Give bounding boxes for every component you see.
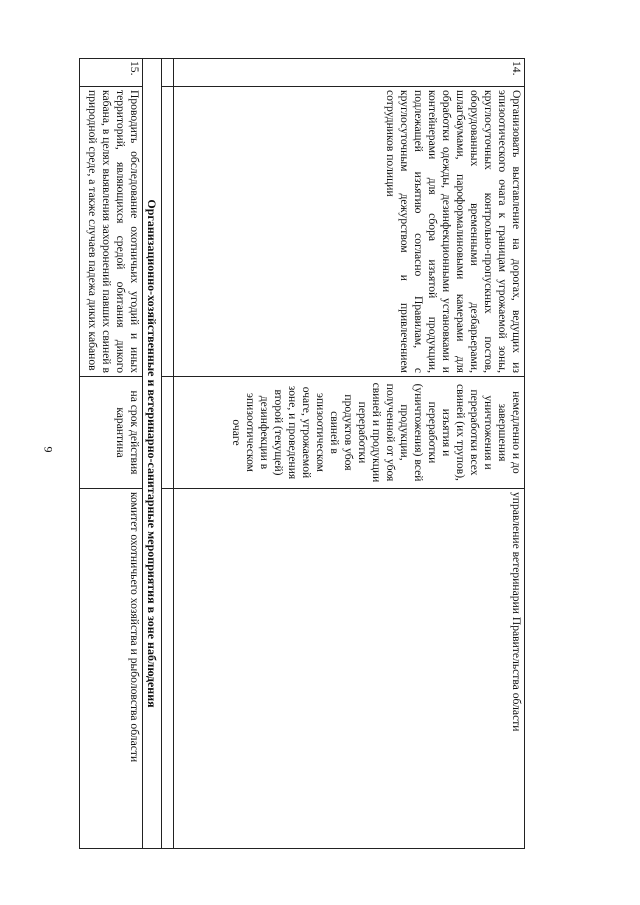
row-action: Проводить обследование охотничьих угодий и иных территорий, являющихся средой обитания дикого кабана, в целях выявления захоронений павших свиней в природной среде, а также случаев падежа диких кабанов [80, 87, 143, 377]
row-action: Организовать выставление на дорогах, ведущих из эпизоотического очага к границам угрожаемой зоны, круглосуточных контрольно-пропускных постов, оборудованных временными дезбарьерами, шлагбаумами, пароформалиновыми камерами для обработки одежды, дезинфекционными установками и контейнерами для сбора изъятой продукции, подлежащей изъятию согласно Правилам, с круглосуточным дежурством и привлечением сотрудников полиции [174, 87, 525, 377]
spacer-cell [162, 489, 174, 849]
table-row [174, 59, 525, 849]
row-deadline: на срок действия карантина [80, 377, 143, 489]
measures-table [79, 58, 525, 849]
table-row [80, 59, 143, 849]
section-row [143, 59, 162, 849]
spacer-cell [162, 87, 174, 377]
section-title: Организационно-хозяйственные и ветеринарно-санитарные мероприятия в зоне наблюдения [143, 59, 162, 849]
row-responsible: комитет охотничьего хозяйства и рыболовства области [80, 489, 143, 849]
page-number: 9 [41, 446, 56, 453]
table-row-spacer [162, 59, 174, 849]
row-number: 14. [174, 59, 525, 87]
row-deadline: немедленно и до завершения уничтожения и переработки всех свиней (их трупов), изъятия и переработки (уничтожения) всей продукции, полученной от убоя свиней и продукции переработки продуктов убоя свиней в эпизоотическом очаге, угрожаемой зоне, и проведения второй (текущей) дезинфекции в эпизоотическом очаге [174, 377, 525, 489]
spacer-cell [162, 59, 174, 87]
measures-table-sheet [86, 58, 525, 848]
row-number: 15. [80, 59, 143, 87]
spacer-cell [162, 377, 174, 489]
row-responsible: управление ветеринарии Правительства области [174, 489, 525, 849]
